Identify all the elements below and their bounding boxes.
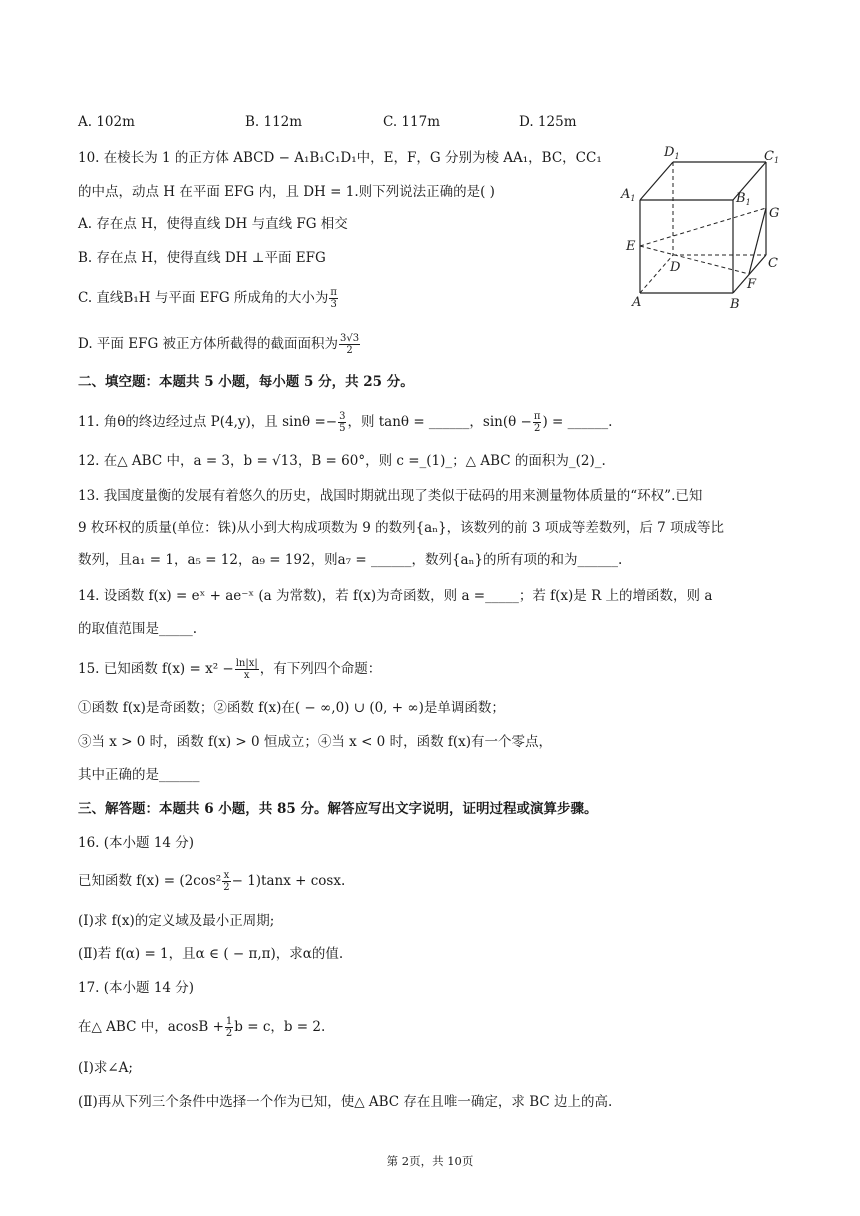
q16-heading: 16. (本小题 14 分): [78, 835, 195, 851]
q15-text-1: 15. 已知函数 f(x) = x² −: [78, 661, 234, 677]
q11-text-3: ) = ______.: [542, 414, 613, 430]
numerator: 3: [339, 411, 346, 422]
label-c1: $C_1$: [764, 149, 780, 165]
choice-d: D. 125m: [519, 114, 577, 130]
q17-part1: (Ⅰ)求∠A;: [78, 1060, 133, 1076]
q10-option-a: A. 存在点 H，使得直线 DH 与直线 FG 相交: [78, 216, 348, 232]
q11: [78, 411, 612, 434]
q10-stem-line1: 10. 在棱长为 1 的正方体 ABCD − A₁B₁C₁D₁中，E，F，G 分别为棱 AA₁，BC，CC₁: [78, 150, 602, 166]
q16-text-2: − 1)tanx + cosx.: [231, 873, 346, 889]
q12: 12. 在△ ABC 中，a = 3，b = √13，B = 60°，则 c =_(1)_；△ ABC 的面积为_(2)_.: [78, 453, 606, 469]
q10-option-d-text: D. 平面 EFG 被正方体所截得的截面面积为: [78, 336, 339, 352]
numerator: 1: [225, 1016, 233, 1027]
section-2-heading: 二、填空题：本题共 5 小题，每小题 5 分，共 25 分。: [78, 374, 414, 390]
label-c: C: [768, 256, 778, 271]
q16-function: [78, 870, 345, 893]
q15-line2: ①函数 f(x)是奇函数；②函数 f(x)在( − ∞,0) ∪ (0, + ∞)是单调函数；: [78, 700, 505, 716]
q16-text-1: 已知函数 f(x) = (2cos²: [78, 873, 222, 889]
numerator: 3√3: [340, 333, 360, 344]
page-footer: 第 2页，共 10页: [386, 1154, 474, 1168]
label-b: B: [730, 297, 740, 312]
label-b1: $B_1$: [736, 191, 751, 207]
q15-line1: [78, 658, 381, 681]
denominator: 5: [339, 423, 346, 434]
label-d1: $D_1$: [664, 145, 680, 161]
fraction: [329, 287, 338, 310]
denominator: 3: [330, 299, 337, 310]
q10-option-d: [78, 333, 361, 356]
edge-a-d: [640, 255, 673, 293]
q17-text-1: 在△ ABC 中，acosB +: [78, 1019, 224, 1035]
denominator: 2: [225, 1028, 233, 1039]
q17-given: [78, 1016, 325, 1039]
numerator: π: [533, 411, 541, 422]
label-g: G: [769, 206, 780, 221]
denominator: x: [243, 670, 250, 681]
fraction: [338, 411, 346, 434]
label-a: A: [632, 295, 642, 310]
choice-b: B. 112m: [245, 114, 303, 130]
choice-a: A. 102m: [78, 114, 135, 130]
denominator: 2: [346, 345, 353, 356]
numerator: x: [223, 870, 230, 881]
q15-text-2: ，有下列四个命题：: [259, 661, 382, 677]
fraction: [235, 658, 259, 681]
q11-text-1: 11. 角θ的终边经过点 P(4,y)，且 sinθ =−: [78, 414, 338, 430]
q10-option-c-text: C. 直线B₁H 与平面 EFG 所成角的大小为: [78, 290, 329, 306]
q10-option-c: [78, 287, 339, 310]
q17-part2: (Ⅱ)再从下列三个条件中选择一个作为已知，使△ ABC 存在且唯一确定，求 BC 边上的高.: [78, 1094, 613, 1110]
denominator: 2: [223, 882, 230, 893]
label-f: F: [747, 277, 757, 292]
choice-c: C. 117m: [383, 114, 440, 130]
q10-stem-line2: 的中点，动点 H 在平面 EFG 内，且 DH = 1.则下列说法正确的是( ): [78, 184, 495, 200]
q13-line3: 数列，且a₁ = 1，a₅ = 12，a₉ = 192，则a₇ = ______，数列{aₙ}的所有项的和为______.: [78, 552, 623, 568]
edge-a1-d1: [640, 162, 673, 200]
q16-part1: (Ⅰ)求 f(x)的定义域及最小正周期;: [78, 913, 275, 929]
cube-figure: [618, 140, 786, 312]
label-a1: $A_1$: [621, 187, 636, 203]
label-e: E: [626, 239, 636, 254]
denominator: 2: [533, 423, 541, 434]
q13-line1: 13. 我国度量衡的发展有着悠久的历史，战国时期就出现了类似于砝码的用来测量物体质量的“环权”.已知: [78, 488, 703, 504]
q15-line4: 其中正确的是______: [78, 767, 200, 783]
fraction: [533, 411, 542, 434]
fraction: [339, 333, 360, 356]
label-d: D: [670, 260, 681, 275]
section-3-heading: 三、解答题：本题共 6 小题，共 85 分。解答应写出文字说明，证明过程或演算步骤。: [78, 801, 598, 817]
q10-option-b: B. 存在点 H，使得直线 DH ⊥平面 EFG: [78, 250, 326, 266]
fraction: [225, 1016, 233, 1039]
q11-text-2: ，则 tanθ = ______，sin(θ −: [347, 414, 532, 430]
fraction: [222, 870, 230, 893]
segment-e-g: [640, 208, 766, 246]
q15-line3: ③当 x > 0 时，函数 f(x) > 0 恒成立；④当 x < 0 时，函数 f(x)有一个零点，: [78, 734, 553, 750]
q17-text-2: b = c，b = 2.: [234, 1019, 326, 1035]
q16-part2: (Ⅱ)若 f(α) = 1，且α ∈ ( − π,π)，求α的值.: [78, 946, 344, 962]
q13-line2: 9 枚环权的质量(单位：铢)从小到大构成项数为 9 的数列{aₙ}，该数列的前 3 项成等差数列，后 7 项成等比: [78, 520, 724, 536]
numerator: ln|x|: [235, 658, 258, 669]
q14-line1: 14. 设函数 f(x) = eˣ + ae⁻ˣ (a 为常数)，若 f(x)为奇函数，则 a =_____；若 f(x)是 R 上的增函数，则 a: [78, 588, 713, 604]
q17-heading: 17. (本小题 14 分): [78, 980, 195, 996]
numerator: π: [330, 287, 337, 298]
q14-line2: 的取值范围是_____.: [78, 621, 198, 637]
